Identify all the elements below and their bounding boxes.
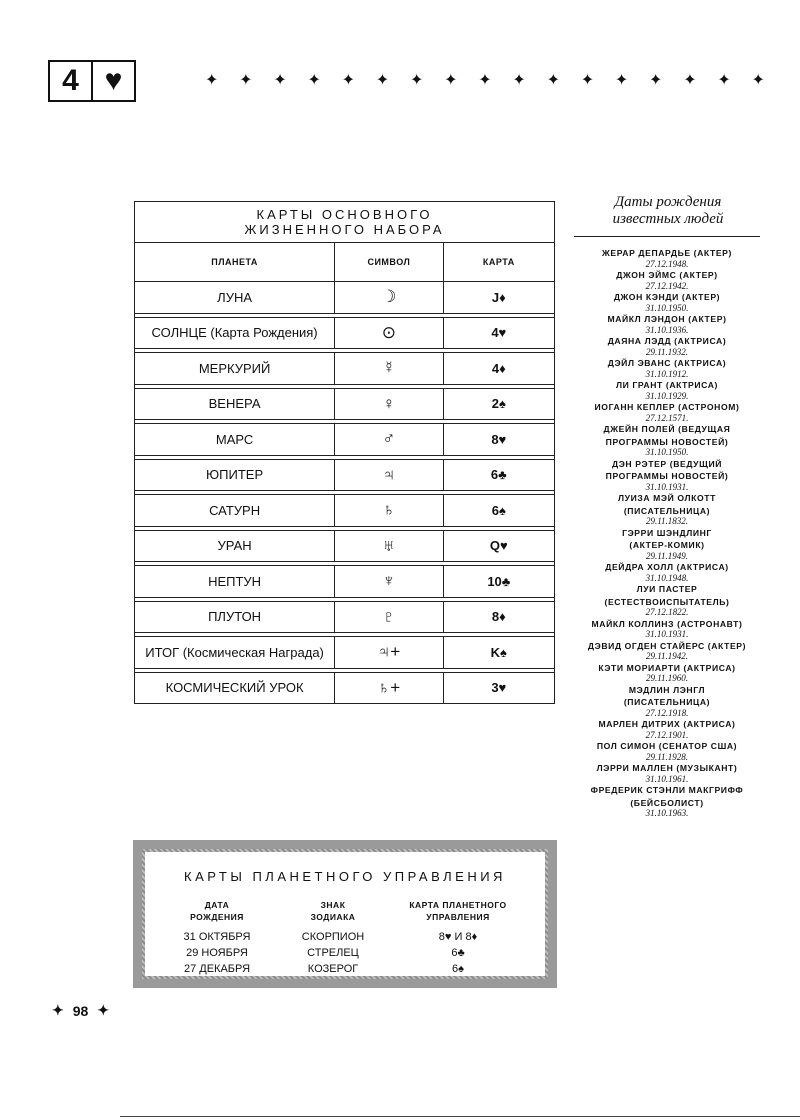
rulership-card-header: КАРТА ПЛАНЕТНОГО УПРАВЛЕНИЯ: [409, 900, 507, 922]
celebrities-divider: [574, 236, 760, 237]
list-item: [574, 740, 760, 762]
planet-symbol-icon: ♃+: [335, 637, 443, 669]
celebrity-birthdate: 31.10.1948.: [645, 572, 689, 583]
card-value: 10♣: [443, 566, 554, 598]
list-item: [574, 423, 760, 458]
card-suit-icon: ♥: [91, 62, 134, 100]
list-item: [574, 291, 760, 313]
planetary-rulership-box: [133, 840, 557, 988]
rulership-card: 8♥ И 8♦: [438, 931, 478, 943]
table-row: [135, 459, 555, 491]
celebrity-birthdate: 31.10.1929.: [645, 390, 689, 401]
rulership-date-column: [167, 899, 267, 977]
planet-name: САТУРН: [135, 495, 335, 527]
list-item: [574, 313, 760, 335]
rulership-date: 31 ОКТЯБРЯ: [183, 931, 251, 943]
planet-name: ИТОГ (Космическая Награда): [135, 637, 335, 669]
celebrity-name: ДЖЕЙН ПОЛЕЙ (ВЕДУЩАЯ ПРОГРАММЫ НОВОСТЕЙ): [603, 424, 731, 447]
ornament-icon: ✦: [580, 72, 595, 89]
celebrity-birthdate: 27.12.1918.: [645, 707, 689, 718]
list-item: [574, 684, 760, 719]
card-value: 4♦: [443, 353, 554, 385]
rulership-card: 6♠: [452, 963, 464, 975]
planet-name: ВЕНЕРА: [135, 388, 335, 420]
table-row: [135, 601, 555, 633]
celebrity-birthdate: 31.10.1931.: [645, 629, 689, 639]
planet-symbol-icon: ♃: [335, 459, 443, 491]
ornament-icon: ✦: [307, 72, 321, 89]
celebrity-name: ДЖОН КЭНДИ (АКТЕР): [613, 292, 721, 302]
ornament-icon: ✦: [239, 72, 253, 89]
ornament-icon: ✦: [375, 72, 390, 89]
rulership-card-column: [393, 899, 523, 977]
card-value: 8♦: [443, 601, 554, 633]
celebrity-name: ПОЛ СИМОН (СЕНАТОР США): [596, 741, 738, 751]
list-item: [574, 379, 760, 401]
ornament-icon: ✦: [97, 1002, 110, 1018]
celebrity-name: ДЖОН ЭЙМС (АКТЕР): [616, 270, 718, 280]
celebrity-name: ГЭРРИ ШЭНДЛИНГ (АКТЕР-КОМИК): [622, 527, 712, 550]
table-row: [135, 530, 555, 562]
celebrities-list: [574, 247, 760, 819]
celebrity-birthdate: 29.11.1832.: [645, 516, 689, 526]
ornament-icon: ✦: [546, 72, 560, 89]
celebrity-name: МЭДЛИН ЛЭНГЛ (ПИСАТЕЛЬНИЦА): [623, 684, 711, 707]
list-item: [574, 357, 760, 379]
celebrity-birthdate: 29.11.1942.: [645, 651, 689, 661]
celebrity-birthdate: 27.12.1571.: [645, 412, 689, 423]
celebrity-name: ДЭЙЛ ЭВАНС (АКТРИСА): [607, 358, 727, 368]
rulership-date-header: ДАТА РОЖДЕНИЯ: [190, 900, 244, 922]
ornament-icon: ✦: [751, 72, 765, 89]
list-item: [574, 640, 760, 662]
card-value: 6♣: [443, 459, 554, 491]
table-row: [135, 282, 555, 314]
rulership-date: 29 НОЯБРЯ: [186, 947, 248, 959]
rulership-sign-header: ЗНАК ЗОДИАКА: [310, 900, 356, 922]
celebrity-name: МАЙКЛ ЛЭНДОН (АКТЕР): [607, 314, 727, 324]
celebrity-birthdate: 31.10.1912.: [645, 368, 689, 379]
table-row: [135, 353, 555, 385]
list-item: [574, 762, 760, 784]
ornament-icon: ✦: [512, 72, 526, 89]
planet-name: ЮПИТЕР: [135, 459, 335, 491]
celebrity-name: ЛИ ГРАНТ (АКТРИСА): [615, 380, 719, 390]
card-value: 4♥: [443, 317, 554, 349]
ornament-icon: ✦: [273, 72, 287, 89]
list-item: [574, 335, 760, 357]
list-item: [574, 247, 760, 269]
planet-symbol-icon: ♄: [335, 495, 443, 527]
planet-name: УРАН: [135, 530, 335, 562]
celebrity-birthdate: 31.10.1950.: [645, 447, 689, 457]
table-row: [135, 637, 555, 669]
planet-symbol-icon: ♅: [335, 530, 443, 562]
celebrities-heading: Даты рождения известных людей: [612, 194, 724, 227]
table-row: [135, 317, 555, 349]
celebrity-birthdate: 27.12.1822.: [645, 607, 689, 617]
card-value: 6♠: [443, 495, 554, 527]
list-item: [574, 583, 760, 618]
planet-symbol-icon: ♆: [335, 566, 443, 598]
celebrity-birthdate: 31.10.1950.: [645, 302, 689, 313]
ornament-icon: ✦: [614, 72, 629, 89]
celebrity-name: ЛУИЗА МЭЙ ОЛКОТТ (ПИСАТЕЛЬНИЦА): [618, 493, 716, 516]
column-header-symbol: СИМВОЛ: [335, 243, 443, 282]
celebrity-birthdate: 29.11.1932.: [645, 346, 689, 357]
header-ornament-row: [205, 70, 765, 90]
table-row: [135, 388, 555, 420]
celebrity-name: ЛУИ ПАСТЕР (ЕСТЕСТВОИСПЫТАТЕЛЬ): [604, 584, 730, 607]
celebrity-birthdate: 27.12.1942.: [645, 280, 689, 291]
ornament-icon: ✦: [341, 72, 356, 89]
card-header-box: [48, 60, 136, 102]
rulership-title: КАРТЫ ПЛАНЕТНОГО УПРАВЛЕНИЯ: [184, 869, 506, 884]
rulership-sign: СТРЕЛЕЦ: [307, 947, 359, 959]
celebrity-birthdate: 29.11.1960.: [645, 673, 689, 683]
celebrity-name: ДЭВИД ОГДЕН СТАЙЕРС (АКТЕР): [587, 640, 747, 651]
celebrity-birthdate: 29.11.1928.: [645, 751, 689, 762]
planet-name: СОЛНЦЕ (Карта Рождения): [135, 317, 335, 349]
card-rank: 4: [62, 64, 79, 97]
column-header-card: КАРТА: [443, 243, 554, 282]
list-item: [574, 784, 760, 819]
planet-symbol-icon: ☿: [335, 353, 443, 385]
page-footer: [52, 1002, 109, 1019]
ornament-icon: ✦: [683, 72, 697, 89]
celebrity-name: ДЭН РЭТЕР (ВЕДУЩИЙ ПРОГРАММЫ НОВОСТЕЙ): [605, 458, 729, 481]
list-item: [574, 492, 760, 527]
celebrity-name: ФРЕДЕРИК СТЭНЛИ МАКГРИФФ (БЕЙСБОЛИСТ): [590, 785, 744, 808]
table-row: [135, 424, 555, 456]
table-title: КАРТЫ ОСНОВНОГО ЖИЗНЕННОГО НАБОРА: [135, 202, 555, 243]
list-item: [574, 718, 760, 740]
planet-name: КОСМИЧЕСКИЙ УРОК: [135, 672, 335, 704]
ornament-icon: ✦: [649, 72, 663, 89]
life-spread-table: [134, 201, 555, 704]
planet-name: НЕПТУН: [135, 566, 335, 598]
table-row: [135, 495, 555, 527]
rulership-card: 6♣: [451, 947, 465, 959]
planet-symbol-icon: ☽: [335, 282, 443, 314]
rulership-date: 27 ДЕКАБРЯ: [183, 963, 251, 975]
celebrity-name: ДАЯНА ЛЭДД (АКТРИСА): [607, 336, 727, 346]
celebrity-name: КЭТИ МОРИАРТИ (АКТРИСА): [598, 662, 736, 673]
celebrity-name: ИОГАНН КЕПЛЕР (АСТРОНОМ): [594, 402, 740, 412]
planet-name: МЕРКУРИЙ: [135, 353, 335, 385]
celebrity-name: МАЙКЛ КОЛЛИНЗ (АСТРОНАВТ): [591, 618, 743, 629]
list-item: [574, 618, 760, 640]
celebrity-birthdate: 31.10.1963.: [645, 808, 689, 818]
celebrity-name: ДЕЙДРА ХОЛЛ (АКТРИСА): [605, 562, 729, 572]
celebrity-birthdate: 29.11.1949.: [645, 550, 689, 561]
planet-name: МАРС: [135, 424, 335, 456]
celebrity-birthdate: 31.10.1931.: [645, 481, 689, 492]
celebrity-birthdate: 31.10.1961.: [645, 773, 689, 784]
rulership-sign-column: [283, 899, 383, 977]
card-value: Q♥: [443, 530, 554, 562]
card-value: 8♥: [443, 424, 554, 456]
ornament-icon: ✦: [444, 72, 458, 89]
celebrity-birthdate: 27.12.1901.: [645, 729, 689, 740]
ornament-icon: ✦: [409, 72, 424, 89]
celebrity-name: ЛЭРРИ МАЛЛЕН (МУЗЫКАНТ): [596, 763, 738, 773]
celebrity-birthdate: 31.10.1936.: [645, 324, 689, 335]
column-header-planet: ПЛАНЕТА: [135, 243, 335, 282]
celebrity-name: ЖЕРАР ДЕПАРДЬЕ (АКТЕР): [602, 248, 732, 258]
list-item: [574, 561, 760, 583]
celebrity-name: МАРЛЕН ДИТРИХ (АКТРИСА): [598, 719, 736, 729]
planet-symbol-icon: ♄+: [335, 672, 443, 704]
card-value: 2♠: [443, 388, 554, 420]
card-value: J♦: [443, 282, 554, 314]
planet-symbol-icon: ⊙: [335, 317, 443, 349]
rulership-sign: КОЗЕРОГ: [307, 963, 359, 975]
list-item: [574, 527, 760, 562]
table-row: [135, 672, 555, 704]
bottom-rule: [120, 1116, 800, 1117]
planet-name: ПЛУТОН: [135, 601, 335, 633]
ornament-icon: ✦: [52, 1002, 64, 1018]
planet-symbol-icon: ♀: [335, 388, 443, 420]
table-row: [135, 566, 555, 598]
ornament-icon: ✦: [478, 72, 492, 89]
page-number: 98: [72, 1002, 89, 1019]
card-value: 3♥: [443, 672, 554, 704]
list-item: [574, 401, 760, 423]
ornament-icon: ✦: [205, 72, 219, 89]
planet-symbol-icon: ♇: [335, 601, 443, 633]
planet-name: ЛУНА: [135, 282, 335, 314]
list-item: [574, 458, 760, 493]
celebrity-birthdate: 27.12.1948.: [645, 258, 689, 269]
rulership-sign: СКОРПИОН: [301, 931, 365, 943]
planet-symbol-icon: ♂: [335, 424, 443, 456]
list-item: [574, 269, 760, 291]
list-item: [574, 662, 760, 684]
card-value: K♠: [443, 637, 554, 669]
ornament-icon: ✦: [717, 72, 731, 89]
